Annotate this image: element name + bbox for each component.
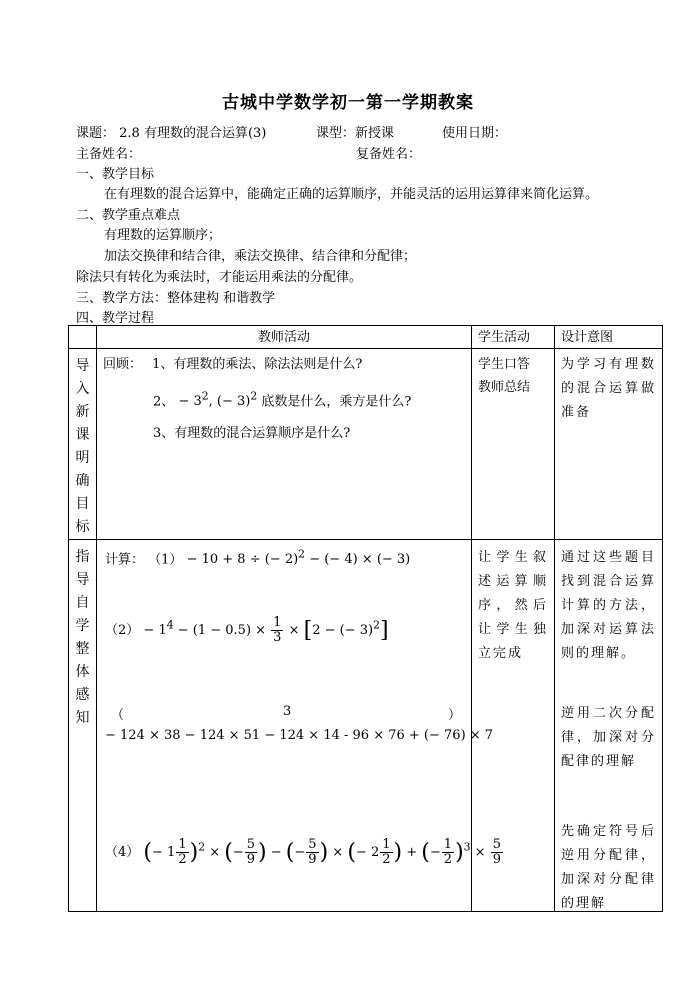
page-title: 古城中学数学初一第一学期教案 bbox=[222, 93, 474, 113]
intent-intro: 为学习有理数的混合运算做准备 bbox=[561, 357, 656, 420]
stage-label-intro: 导入新课明确目标 bbox=[75, 358, 90, 535]
use-date: 使用日期： bbox=[442, 126, 508, 141]
lesson-type: 课型：新授课 bbox=[316, 126, 395, 141]
table-row bbox=[69, 540, 663, 912]
method: 三、教学方法：整体建构 和谐教学 bbox=[76, 291, 276, 306]
problem-2 bbox=[105, 616, 389, 645]
question-2 bbox=[97, 383, 471, 415]
key-point-3: 除法只有转化为乘法时，才能运用乘法的分配律。 bbox=[76, 270, 363, 285]
problem-4 bbox=[105, 838, 504, 867]
topic: 课题： 2.8 有理数的混合运算(3) bbox=[76, 126, 267, 141]
problem-4-expression: (− 1 $\frac{1}{2}$ )$^2$ × (− $\frac{5}{9}$ ) − (− $\frac{5}{9}$ ) × (− 2 $\frac{1}{2}$ ) + (− $\frac{1}{2}$ )$^3$ × $\frac{5}{9}$ bbox=[143, 837, 501, 867]
question-2-text: 底数是什么，乘方是什么? bbox=[261, 394, 412, 410]
reviewer: 复备姓名： bbox=[356, 147, 422, 162]
student-activity-2: 让学生叙述运算顺序，然后让学生独立完成 bbox=[478, 550, 548, 661]
review-label: 回顾： bbox=[103, 357, 143, 372]
problem-1-expression: − 10 + 8 ÷ (− 2)$^2$ − (− 4) × (− 3) bbox=[186, 548, 411, 568]
intent-1: 通过这些题目找到混合运算计算的方法，加深对运算法则的理解。 bbox=[561, 550, 656, 661]
question-3: 3、有理数的混合运算顺序是什么? bbox=[153, 426, 351, 442]
table-row bbox=[69, 349, 663, 540]
calc-label: 计算： bbox=[105, 552, 145, 568]
key-point-2: 加法交换律和结合律，乘法交换律、结合律和分配律； bbox=[104, 249, 417, 264]
problem-1-number: （1） bbox=[148, 552, 183, 568]
process-title: 四、教学过程 bbox=[76, 311, 155, 326]
lesson-table bbox=[68, 325, 663, 912]
question-1: 1、有理数的乘法、除法法则是什么? bbox=[152, 357, 363, 372]
problem-2-expression: − $1^4 - (1 - 0.5)$ × $\frac{1}{3}$ × [2 − (− 3)$^2$] bbox=[143, 615, 389, 645]
goal-title: 一、教学目标 bbox=[76, 167, 155, 182]
problem-3-number: 3 bbox=[283, 704, 292, 719]
stage-label-selfstudy: 指导自学整体感知 bbox=[75, 549, 90, 726]
problem-4-number: （4） bbox=[105, 845, 140, 860]
intent-2: 逆用二次分配律，加深对分配律的理解 bbox=[561, 706, 656, 769]
problem-3-open: （ bbox=[111, 708, 125, 723]
question-2-number: 2、 bbox=[153, 394, 175, 410]
student-answer: 学生口答 bbox=[478, 357, 531, 372]
header-teacher: 教师活动 bbox=[97, 326, 472, 349]
problem-1 bbox=[105, 548, 410, 567]
header-stage bbox=[69, 326, 97, 349]
problem-3-expression: − 124 × 38 − 124 × 51 − 124 × 14 - 96 × 76 + (− 76) × 7 bbox=[105, 728, 494, 743]
key-point-1: 有理数的运算顺序； bbox=[104, 228, 222, 243]
goal-text: 在有理数的混合运算中，能确定正确的运算顺序，并能灵活的运用运算律来简化运算。 bbox=[104, 187, 599, 202]
header-intent: 设计意图 bbox=[555, 326, 663, 349]
header-student: 学生活动 bbox=[472, 326, 555, 349]
problem-3-close: ） bbox=[447, 708, 461, 723]
teacher-summary: 教师总结 bbox=[478, 380, 531, 395]
problem-3-header bbox=[111, 704, 461, 723]
intent-3: 先确定符号后逆用分配律，加深对分配律的理解 bbox=[561, 824, 656, 911]
question-2-expression: − $3^2$, (− 3)$^2$ bbox=[178, 390, 258, 410]
table-header-row bbox=[69, 326, 663, 349]
preparer: 主备姓名： bbox=[76, 147, 142, 162]
problem-2-number: （2） bbox=[105, 623, 140, 638]
key-title: 二、教学重点难点 bbox=[76, 208, 181, 223]
